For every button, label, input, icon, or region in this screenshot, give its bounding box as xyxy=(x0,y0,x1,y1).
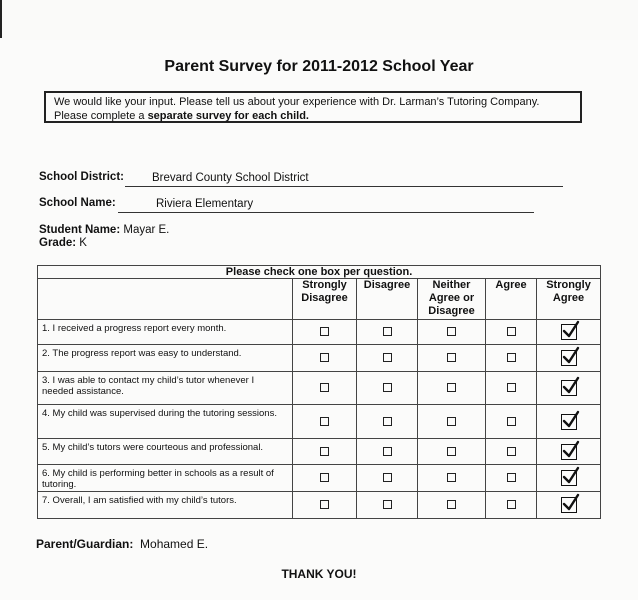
question-text: 2. The progress report was easy to understand. xyxy=(38,345,293,372)
answer-cell xyxy=(418,439,486,465)
answer-cell xyxy=(418,372,486,405)
checkbox[interactable] xyxy=(383,447,392,456)
student-field xyxy=(39,224,169,236)
checkbox[interactable] xyxy=(383,500,392,509)
table-row xyxy=(38,439,601,465)
checkbox[interactable] xyxy=(320,447,329,456)
column-header: Strongly Agree xyxy=(537,279,601,320)
checkbox[interactable] xyxy=(320,327,329,336)
table-row xyxy=(38,405,601,439)
checkbox[interactable] xyxy=(447,327,456,336)
answer-cell xyxy=(293,345,357,372)
checkbox[interactable] xyxy=(507,473,516,482)
answer-cell xyxy=(357,405,418,439)
checkbox[interactable] xyxy=(507,383,516,392)
checkbox[interactable] xyxy=(507,327,516,336)
answer-cell xyxy=(486,439,537,465)
intro-line-2 xyxy=(54,109,572,123)
checkbox[interactable] xyxy=(320,383,329,392)
intro-line-2-prefix: Please complete a xyxy=(54,110,148,122)
checked-checkbox[interactable] xyxy=(561,380,577,396)
grade-value: K xyxy=(79,237,87,249)
table-caption: Please check one box per question. xyxy=(38,266,601,279)
checked-checkbox[interactable] xyxy=(561,350,577,366)
checked-checkbox[interactable] xyxy=(561,444,577,460)
checkbox[interactable] xyxy=(383,327,392,336)
guardian-label: Parent/Guardian: xyxy=(36,537,134,551)
answer-cell xyxy=(293,372,357,405)
checkbox[interactable] xyxy=(447,383,456,392)
answer-cell xyxy=(293,439,357,465)
checkbox[interactable] xyxy=(383,383,392,392)
checkbox[interactable] xyxy=(447,447,456,456)
answer-cell xyxy=(357,372,418,405)
checkbox[interactable] xyxy=(507,447,516,456)
answer-cell xyxy=(293,492,357,519)
answer-cell xyxy=(537,405,601,439)
checkmark-icon xyxy=(561,410,581,430)
district-value: Brevard County School District xyxy=(152,172,309,184)
answer-cell xyxy=(418,345,486,372)
intro-box xyxy=(44,91,582,123)
answer-cell xyxy=(418,320,486,345)
answer-cell xyxy=(357,345,418,372)
checkbox[interactable] xyxy=(320,500,329,509)
district-label: School District: xyxy=(39,171,124,183)
question-text: 5. My child’s tutors were courteous and professional. xyxy=(38,439,293,465)
intro-line-2-emphasis: separate survey for each child. xyxy=(147,110,309,122)
grade-field xyxy=(39,237,87,249)
student-value: Mayar E. xyxy=(123,224,170,236)
table-header-row xyxy=(38,279,601,320)
answer-cell xyxy=(486,372,537,405)
checkbox[interactable] xyxy=(447,500,456,509)
checked-checkbox[interactable] xyxy=(561,324,577,340)
checkbox[interactable] xyxy=(320,473,329,482)
column-header: Neither Agree or Disagree xyxy=(418,279,486,320)
checkmark-icon xyxy=(561,320,581,340)
table-row xyxy=(38,492,601,519)
checkbox[interactable] xyxy=(383,417,392,426)
checkmark-icon xyxy=(561,493,581,513)
column-header: Strongly Disagree xyxy=(293,279,357,320)
answer-cell xyxy=(537,372,601,405)
checked-checkbox[interactable] xyxy=(561,497,577,513)
checkbox[interactable] xyxy=(383,473,392,482)
checkbox[interactable] xyxy=(447,473,456,482)
scan-top-margin xyxy=(0,0,638,40)
checkmark-icon xyxy=(561,440,581,460)
thank-you: THANK YOU! xyxy=(281,567,357,581)
checkbox[interactable] xyxy=(447,417,456,426)
answer-cell xyxy=(357,492,418,519)
checkbox[interactable] xyxy=(507,353,516,362)
question-text: 3. I was able to contact my child’s tutor whenever I needed assistance. xyxy=(38,372,293,405)
answer-cell xyxy=(486,320,537,345)
checkmark-icon xyxy=(561,466,581,486)
answer-cell xyxy=(537,439,601,465)
district-underline xyxy=(125,186,563,187)
page-title: Parent Survey for 2011-2012 School Year xyxy=(164,58,474,75)
school-label: School Name: xyxy=(39,197,116,209)
checkbox[interactable] xyxy=(320,353,329,362)
column-header: Disagree xyxy=(357,279,418,320)
checkbox[interactable] xyxy=(320,417,329,426)
question-text: 7. Overall, I am satisfied with my child’s tutors. xyxy=(38,492,293,519)
table-row xyxy=(38,345,601,372)
checked-checkbox[interactable] xyxy=(561,470,577,486)
answer-cell xyxy=(418,465,486,492)
answer-cell xyxy=(293,320,357,345)
scan-edge xyxy=(0,0,2,38)
answer-cell xyxy=(357,465,418,492)
answer-cell xyxy=(537,492,601,519)
checkbox[interactable] xyxy=(383,353,392,362)
question-text: 1. I received a progress report every month. xyxy=(38,320,293,345)
table-row xyxy=(38,320,601,345)
school-value: Riviera Elementary xyxy=(156,198,254,210)
checkbox[interactable] xyxy=(507,417,516,426)
checkbox[interactable] xyxy=(447,353,456,362)
answer-cell xyxy=(537,465,601,492)
table-row xyxy=(38,465,601,492)
school-underline xyxy=(118,212,534,213)
column-header: Agree xyxy=(486,279,537,320)
answer-cell xyxy=(293,405,357,439)
question-header xyxy=(38,279,293,320)
checked-checkbox[interactable] xyxy=(561,414,577,430)
guardian-value: Mohamed E. xyxy=(140,537,209,551)
guardian-field xyxy=(36,537,208,551)
answer-cell xyxy=(418,405,486,439)
answer-cell xyxy=(418,492,486,519)
answer-cell xyxy=(293,465,357,492)
answer-cell xyxy=(357,320,418,345)
intro-line-1: We would like your input. Please tell us about your experience with Dr. Larman’s Tutoring Company. xyxy=(54,96,540,108)
table-row xyxy=(38,372,601,405)
question-text: 6. My child is performing better in schools as a result of tutoring. xyxy=(38,465,293,492)
checkmark-icon xyxy=(561,376,581,396)
checkbox[interactable] xyxy=(507,500,516,509)
student-label: Student Name: xyxy=(39,224,121,236)
checkmark-icon xyxy=(561,346,581,366)
answer-cell xyxy=(486,405,537,439)
answer-cell xyxy=(486,492,537,519)
question-text: 4. My child was supervised during the tutoring sessions. xyxy=(38,405,293,439)
answer-cell xyxy=(537,320,601,345)
answer-cell xyxy=(357,439,418,465)
answer-cell xyxy=(537,345,601,372)
grade-label: Grade: xyxy=(39,237,77,249)
answer-cell xyxy=(486,345,537,372)
survey-table xyxy=(37,265,601,519)
answer-cell xyxy=(486,465,537,492)
